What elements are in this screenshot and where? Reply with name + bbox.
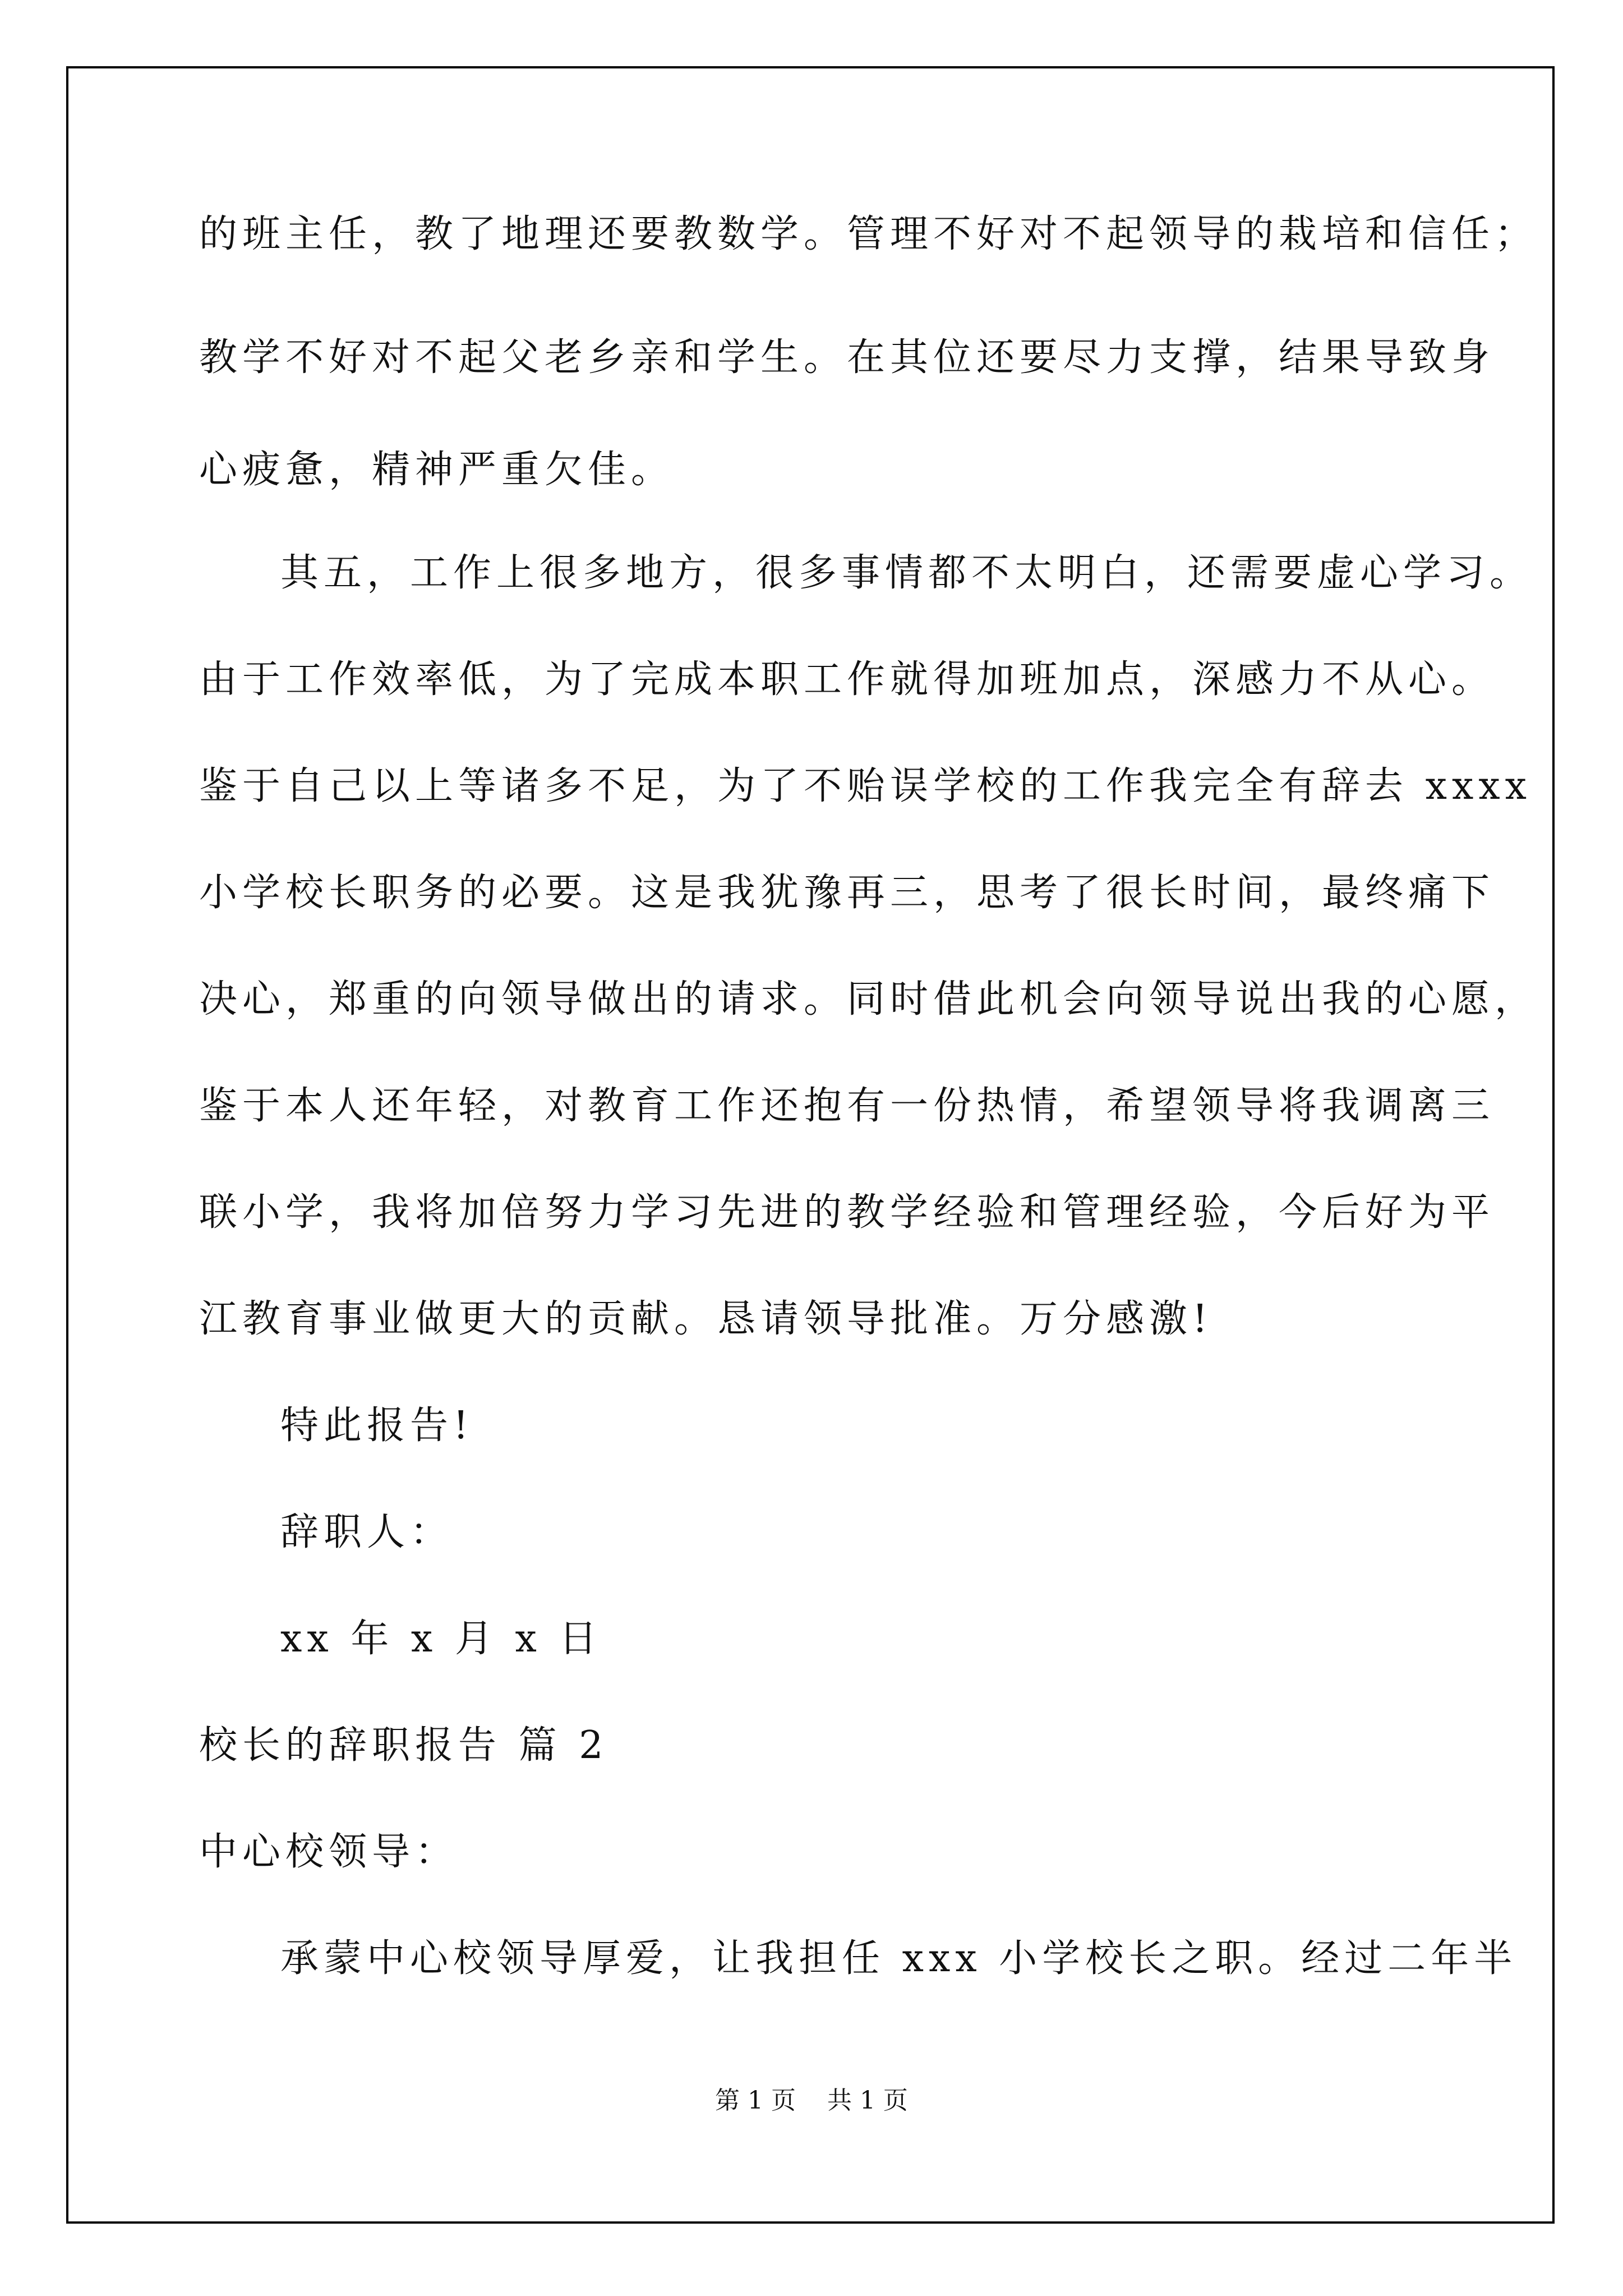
body-line: 承蒙中心校领导厚爱，让我担任 xxx 小学校长之职。经过二年半 bbox=[280, 1936, 1518, 1981]
closing-line: 特此报告! bbox=[280, 1404, 474, 1448]
body-line: 小学校长职务的必要。这是我犹豫再三，思考了很长时间，最终痛下 bbox=[199, 871, 1495, 915]
body-line: 鉴于自己以上等诸多不足，为了不贻误学校的工作我完全有辞去 xxxx bbox=[199, 764, 1532, 808]
body-line: 教学不好对不起父老乡亲和学生。在其位还要尽力支撑，结果导致身 bbox=[199, 335, 1495, 380]
page-number-footer: 第 1 页 共 1 页 bbox=[715, 2086, 908, 2115]
date-line: xx 年 x 月 x 日 bbox=[280, 1617, 602, 1661]
salutation: 中心校领导： bbox=[199, 1830, 459, 1874]
body-line: 心疲惫，精神严重欠佳。 bbox=[199, 448, 675, 492]
body-line: 其五，工作上很多地方，很多事情都不太明白，还需要虚心学习。 bbox=[280, 551, 1533, 595]
section-heading: 校长的辞职报告 篇 2 bbox=[199, 1723, 608, 1768]
body-line: 决心，郑重的向领导做出的请求。同时借此机会向领导说出我的心愿， bbox=[199, 977, 1538, 1022]
signature-label: 辞职人： bbox=[280, 1510, 454, 1554]
body-line: 联小学，我将加倍努力学习先进的教学经验和管理经验，今后好为平 bbox=[199, 1190, 1495, 1235]
body-line: 的班主任，教了地理还要教数学。管理不好对不起领导的栽培和信任； bbox=[199, 212, 1538, 256]
body-line: 江教育事业做更大的贡献。恳请领导批准。万分感激! bbox=[199, 1297, 1213, 1341]
body-line: 鉴于本人还年轻，对教育工作还抱有一份热情，希望领导将我调离三 bbox=[199, 1084, 1495, 1128]
body-line: 由于工作效率低，为了完成本职工作就得加班加点，深感力不从心。 bbox=[199, 657, 1495, 702]
